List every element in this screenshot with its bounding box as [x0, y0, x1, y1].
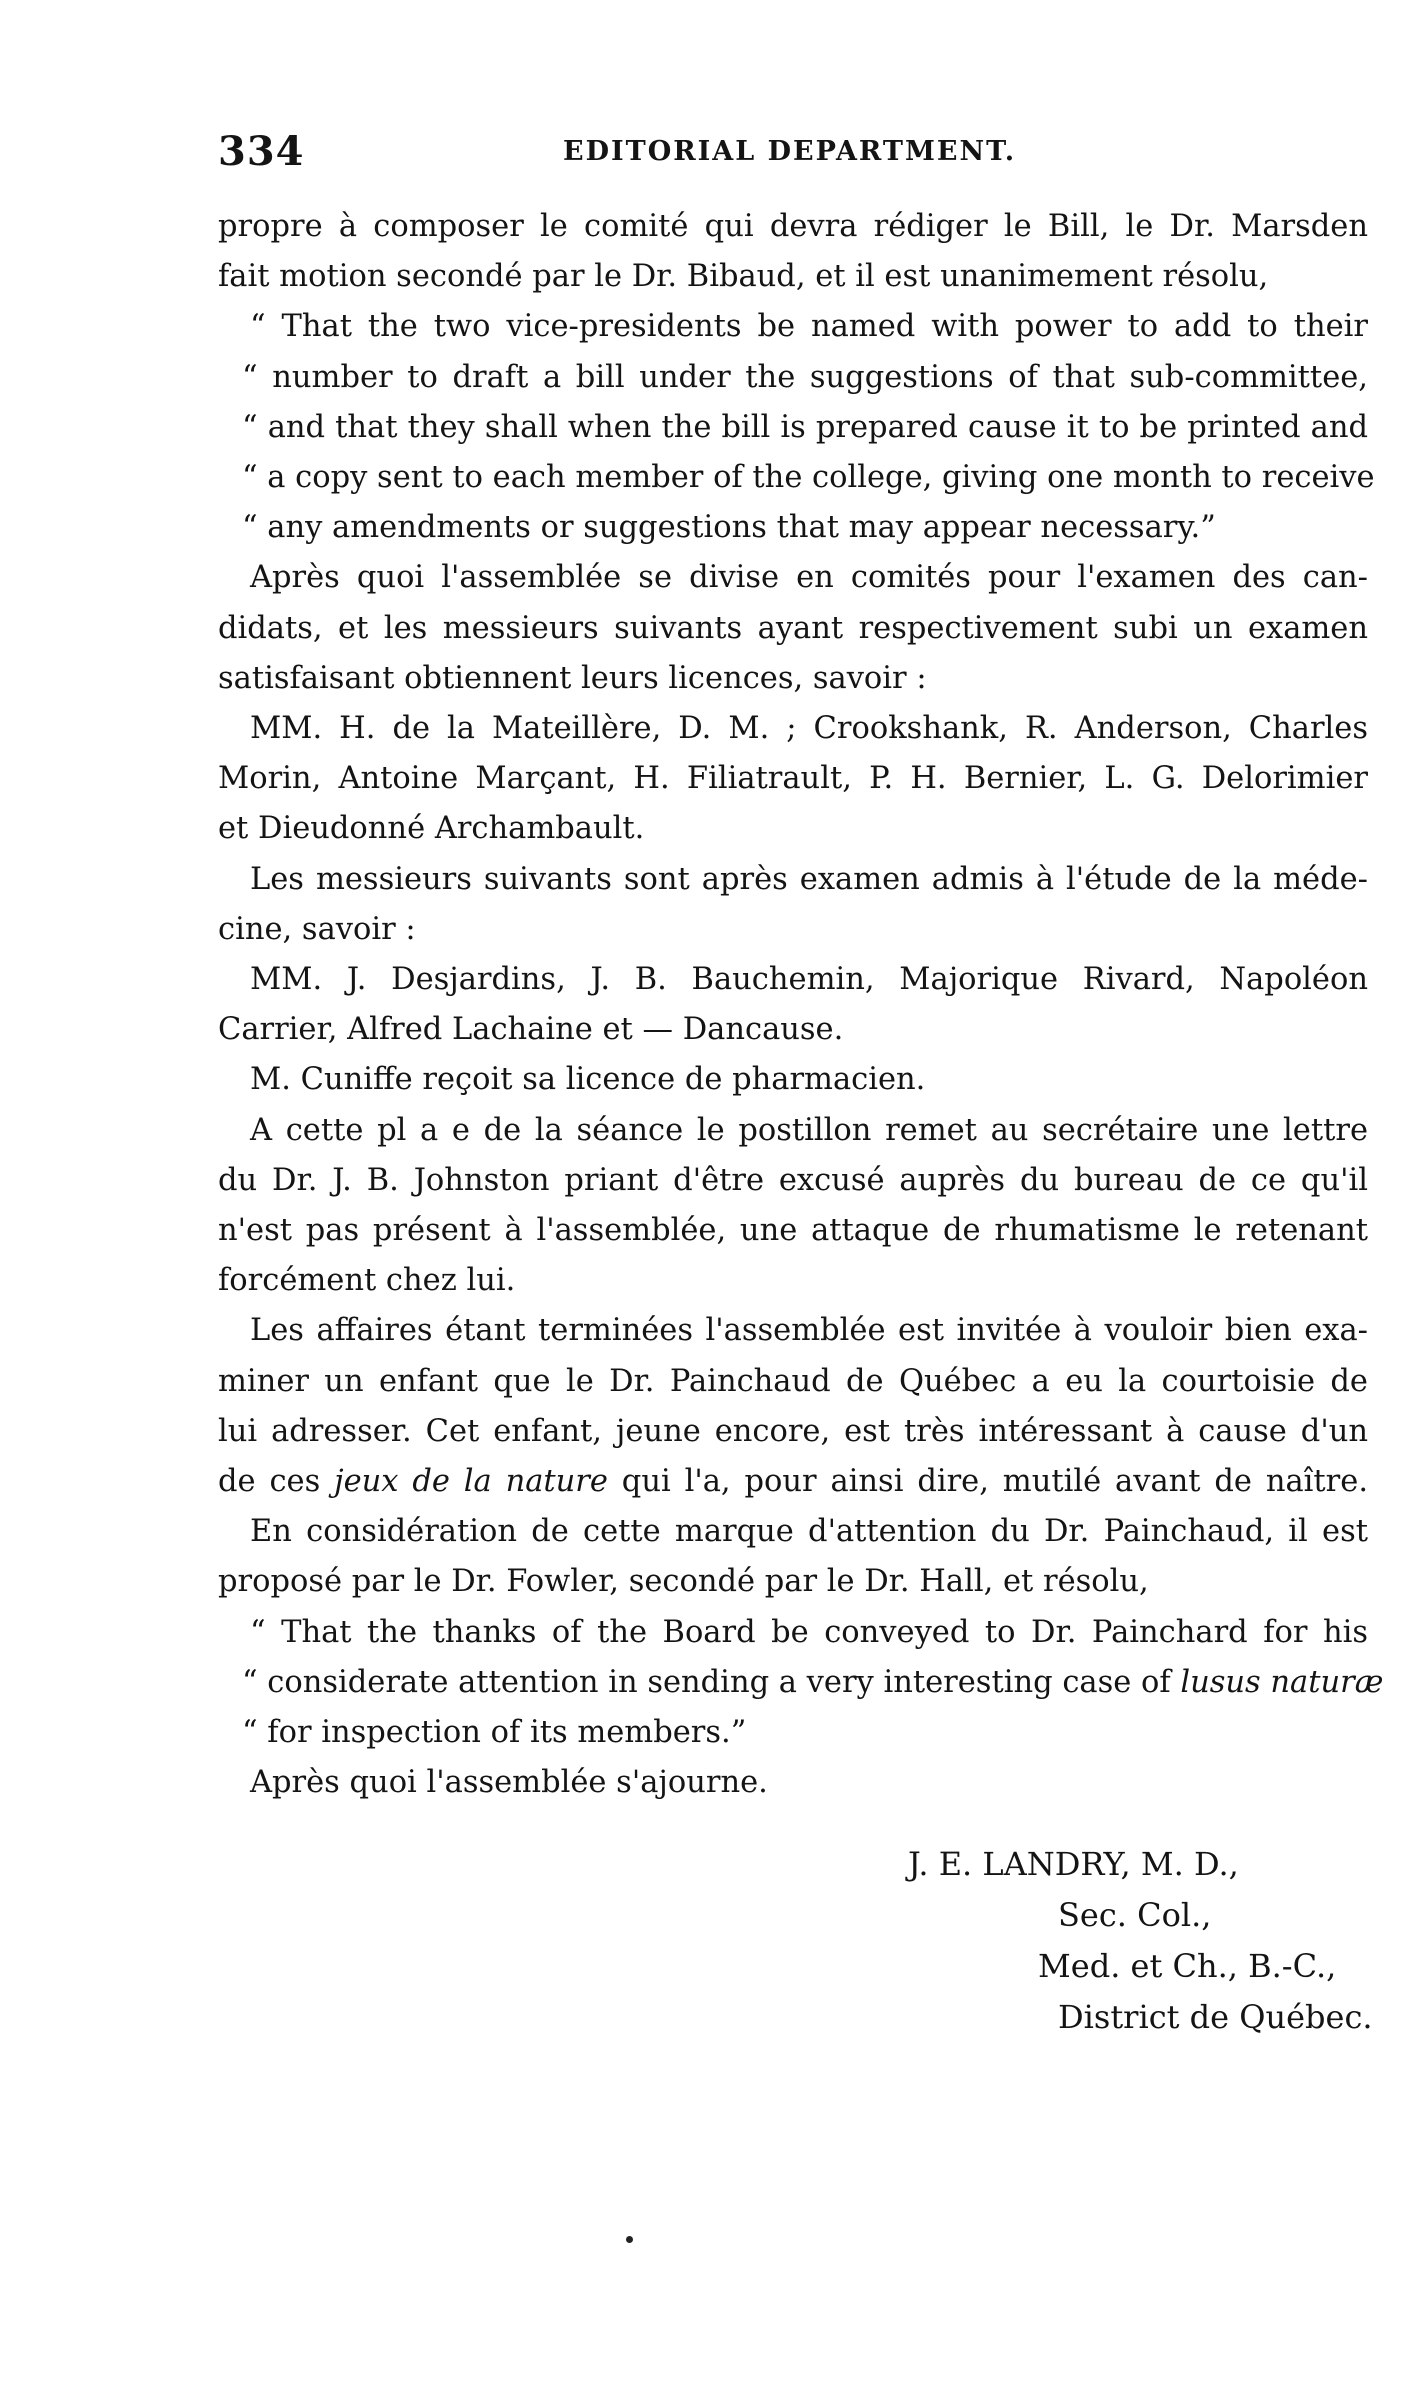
- signature-district: District de Québec.: [1058, 1997, 1373, 2036]
- quote-line: [218, 1658, 1384, 1708]
- text-line: du Dr. J. B. Johnston priant d'être excusé auprès du bureau de ce qu'il: [218, 1162, 1368, 1198]
- text-line: Morin, Antoine Marçant, H. Filiatrault, P. H. Bernier, L. G. Delorimier: [218, 761, 1368, 797]
- text-line: proposé par le Dr. Fowler, secondé par le Dr. Hall, et résolu,: [218, 1564, 1149, 1600]
- text-line: Les affaires étant terminées l'assemblée est invitée à vouloir bien exa-: [250, 1313, 1368, 1349]
- footer-dot: [626, 2236, 633, 2243]
- text-line: et Dieudonné Archambault.: [218, 811, 645, 847]
- text-segment: de ces: [218, 1464, 335, 1500]
- text-segment: “ considerate attention in sending a very interesting case of: [242, 1664, 1181, 1700]
- text-line: A cette pl a e de la séance le postillon remet au secrétaire une lettre: [250, 1112, 1368, 1148]
- text-line: En considération de cette marque d'attention du Dr. Painchaud, il est: [250, 1514, 1368, 1550]
- body-text: [218, 202, 1384, 1809]
- text-line: MM. H. de la Mateillère, D. M. ; Crookshank, R. Anderson, Charles: [250, 711, 1368, 747]
- page-number: 334: [218, 128, 305, 175]
- text-line: didats, et les messieurs suivants ayant respectivement subi un examen: [218, 610, 1368, 646]
- text-line: propre à composer le comité qui devra rédiger le Bill, le Dr. Marsden: [218, 209, 1368, 244]
- italic-phrase: lusus naturæ: [1180, 1664, 1384, 1700]
- text-line: cine, savoir :: [218, 911, 416, 947]
- text-line: forcément chez lui.: [218, 1263, 516, 1299]
- page-header: [218, 128, 1368, 178]
- text-line: satisfaisant obtiennent leurs licences, savoir :: [218, 660, 927, 696]
- quote-line: “ for inspection of its members.”: [242, 1715, 747, 1751]
- quote-line: “ and that they shall when the bill is prepared cause it to be printed and: [242, 409, 1368, 445]
- text-line: Après quoi l'assemblée se divise en comités pour l'examen des can-: [250, 560, 1368, 596]
- text-segment: qui l'a, pour ainsi dire, mutilé avant de naître.: [607, 1464, 1369, 1500]
- text-line: M. Cuniffe reçoit sa licence de pharmacien.: [250, 1062, 926, 1098]
- quote-line: “ a copy sent to each member of the college, giving one month to receive: [242, 460, 1375, 496]
- page: [218, 128, 1384, 2043]
- text-line: n'est pas présent à l'assemblée, une attaque de rhumatisme le retenant: [218, 1213, 1368, 1249]
- signature-name: J. E. LANDRY, M. D.,: [908, 1844, 1239, 1883]
- signature-title: Sec. Col.,: [1058, 1895, 1212, 1934]
- quote-line: “ That the thanks of the Board be conveyed to Dr. Painchard for his: [250, 1614, 1368, 1650]
- quote-line: “ number to draft a bill under the suggestions of that sub-committee,: [242, 359, 1368, 395]
- signature-block: [218, 1839, 1373, 2043]
- quote-line: “ any amendments or suggestions that may appear necessary.”: [242, 510, 1216, 546]
- text-line: Les messieurs suivants sont après examen admis à l'étude de la méde-: [250, 861, 1368, 897]
- text-line: Carrier, Alfred Lachaine et — Dancause.: [218, 1012, 844, 1048]
- text-line: Après quoi l'assemblée s'ajourne.: [250, 1765, 768, 1801]
- text-line: lui adresser. Cet enfant, jeune encore, est très intéressant à cause d'un: [218, 1413, 1368, 1449]
- text-line: [218, 1457, 1368, 1507]
- signature-faculty: Med. et Ch., B.-C.,: [1038, 1946, 1337, 1985]
- text-line: fait motion secondé par le Dr. Bibaud, et il est unanimement résolu,: [218, 259, 1269, 295]
- quote-line: “ That the two vice-presidents be named with power to add to their: [250, 309, 1368, 345]
- text-line: miner un enfant que le Dr. Painchaud de Québec a eu la courtoisie de: [218, 1363, 1368, 1399]
- text-line: MM. J. Desjardins, J. B. Bauchemin, Majorique Rivard, Napoléon: [250, 962, 1368, 998]
- italic-phrase: jeux de la nature: [334, 1464, 608, 1500]
- running-head: EDITORIAL DEPARTMENT.: [563, 136, 1017, 167]
